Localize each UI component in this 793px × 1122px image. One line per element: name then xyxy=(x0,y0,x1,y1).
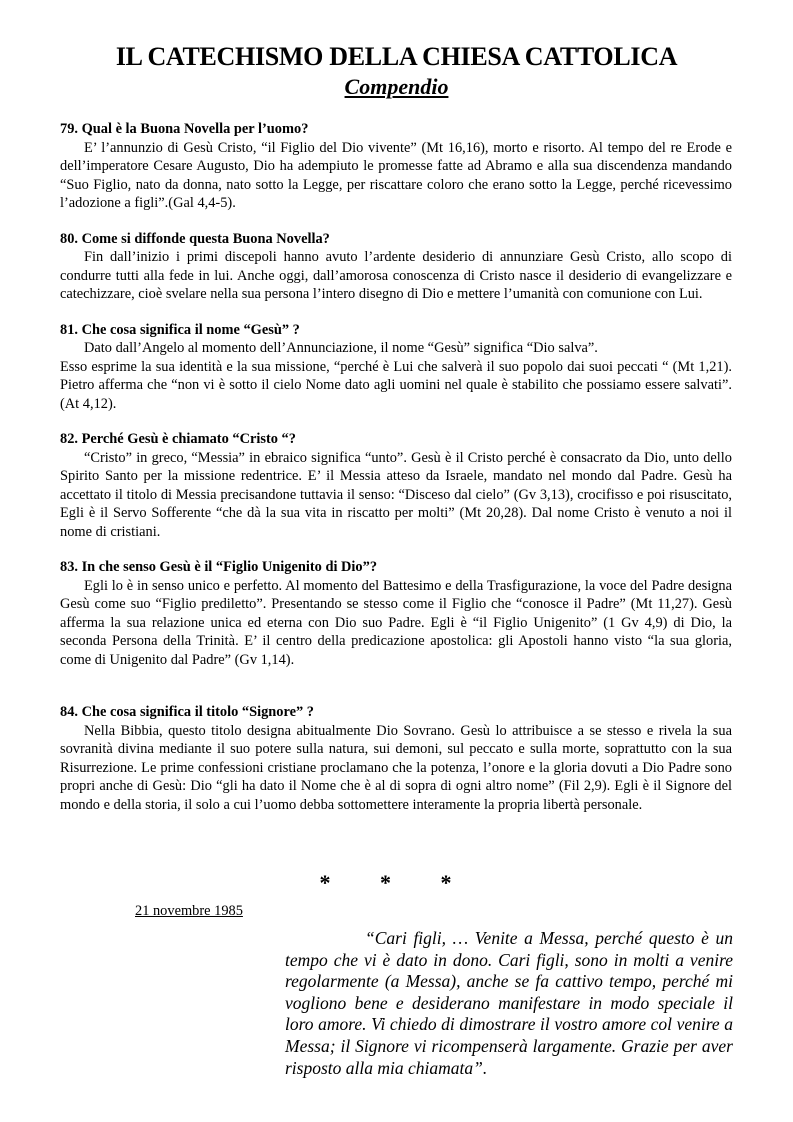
answer-82: “Cristo” in greco, “Messia” in ebraico significa “unto”. Gesù è il Cristo perché è consacrato da Dio, unto dello Spirito Santo per la missione redentrice. E’ il Messia atteso da Israele, mandato nel mondo dal Padre. Gesù ha accettato il titolo di Messia precisandone tuttavia il senso: “Disceso dal cielo” (Gv 3,13), crocifisso e poi risuscitato, Egli è il Servo Sofferente “che dà la sua vita in riscatto per molti” (Mt 20,28). Dal nome Cristo è venuto a noi il nome di cristiani. xyxy=(60,449,732,540)
question-79: 79. Qual è la Buona Novella per l’uomo? xyxy=(60,121,309,137)
qa-81 xyxy=(60,321,732,414)
answer-83: Egli lo è in senso unico e perfetto. Al momento del Battesimo e della Trasfigurazione, la voce del Padre designa Gesù come suo “Figlio prediletto”. Presentando se stesso come il Figlio che “conosce il Padre” (Mt 11,27). Gesù afferma la sua relazione unica ed eterna con Dio suo Padre. Egli è “il Figlio Unigenito” (1 Gv 4,9) di Dio, la seconda Persona della Trinità. E’ il centro della predicazione apostolica: gli Apostoli hanno visto “la sua gloria, come di Unigenito dal Padre” (Gv 1,14). xyxy=(60,577,732,668)
qa-80 xyxy=(60,230,732,304)
answer-80: Fin dall’inizio i primi discepoli hanno avuto l’ardente desiderio di annunziare Gesù Cristo, allo scopo di condurre tutti alla fede in lui. Anche oggi, dall’amorosa conoscenza di Cristo nasce il desiderio di evangelizzare e catechizzare, cioè svelare nella sua persona l’intero disegno di Dio e mettere l’umanità con comunione con Lui. xyxy=(60,249,732,302)
message-date: 21 novembre 1985 xyxy=(135,903,243,919)
question-83: 83. In che senso Gesù è il “Figlio Unigenito di Dio”? xyxy=(60,559,378,575)
qa-83 xyxy=(60,558,732,669)
question-84: 84. Che cosa significa il titolo “Signore” ? xyxy=(60,704,314,720)
answer-81-continued: Esso esprime la sua identità e la sua missione, “perché è Lui che salverà il suo popolo dai suoi peccati “ (Mt 1,21). Pietro afferma che “non vi è sotto il cielo Nome dato agli uomini nel quale è stabilito che possiamo essere salvati”. (At 4,12). xyxy=(60,358,732,412)
question-81: 81. Che cosa significa il nome “Gesù” ? xyxy=(60,321,300,338)
section-separator: * * * xyxy=(319,870,474,895)
qa-79 xyxy=(60,120,732,213)
question-82: 82. Perché Gesù è chiamato “Cristo “? xyxy=(60,431,296,447)
message-text: “Cari figli, … Venite a Messa, perché questo è un tempo che vi è dato in dono. Cari figli, sono in molti a venire regolarmente (a Messa), anche se fa cattivo tempo, perché mi vogliono bene e desiderano manifestare in modo speciale il loro amore. Vi chiedo di dimostrare il vostro amore col venire a Messa; il Signore vi ricompenserà largamente. Grazie per aver risposto alla mia chiamata”. xyxy=(285,928,733,1078)
qa-84 xyxy=(60,703,732,814)
qa-82 xyxy=(60,430,732,541)
page-subtitle: Compendio xyxy=(344,74,449,99)
answer-84: Nella Bibbia, questo titolo designa abitualmente Dio Sovrano. Gesù lo attribuisce a se stesso e rivela la sua sovranità divina mediante il suo potere sulla natura, sui demoni, sul peccato e sulla morte, soprattutto con la sua Risurrezione. Le prime confessioni cristiane proclamano che la potenza, l’onore e la gloria dovuti a Dio Padre sono propri anche di Gesù: Dio “gli ha dato il Nome che è al di sopra di ogni altro nome” (Fil 2,9). Egli è il Signore del mondo e della storia, il solo a cui l’uomo debba sottomettere interamente la propria libertà personale. xyxy=(60,722,732,813)
page-title: IL CATECHISMO DELLA CHIESA CATTOLICA xyxy=(115,42,678,71)
answer-81: Dato dall’Angelo al momento dell’Annunciazione, il nome “Gesù” significa “Dio salva”. xyxy=(84,340,598,356)
question-80: 80. Come si diffonde questa Buona Novella? xyxy=(60,230,330,247)
catechism-content xyxy=(60,120,732,831)
answer-79: E’ l’annunzio di Gesù Cristo, “il Figlio del Dio vivente” (Mt 16,16), morto e risorto. Al tempo del re Erode e dell’imperatore Cesare Augusto, Dio ha adempiuto le promesse fatte ad Abramo e alla sua discendenza mandando “Suo Figlio, nato da donna, nato sotto la Legge, per riscattare coloro che erano sotto la Legge, perché ricevessimo l’adozione a figli”.(Gal 4,4-5). xyxy=(60,139,732,211)
